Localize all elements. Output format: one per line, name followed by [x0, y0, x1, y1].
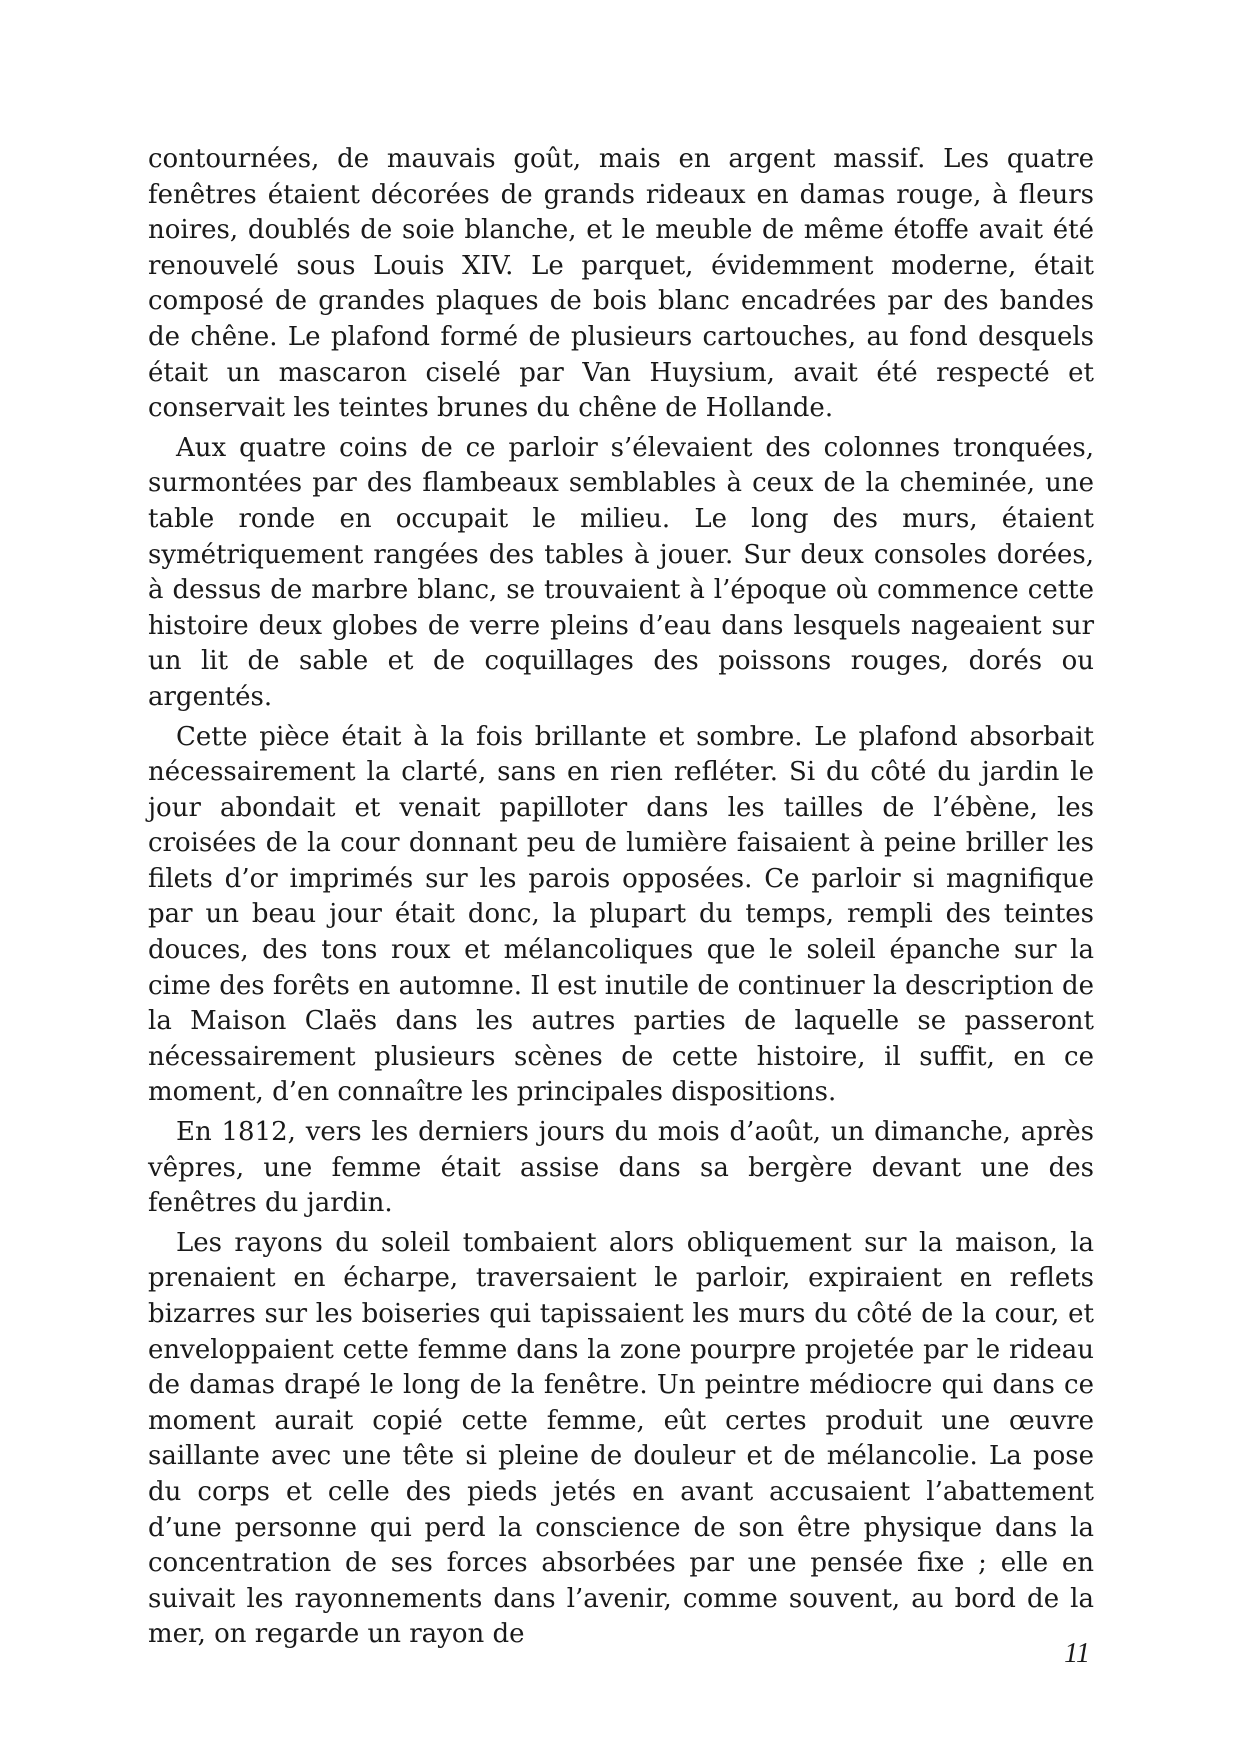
paragraph-5: Les rayons du soleil tombaient alors obliquement sur la maison, la prenaient en écharpe, traversaient le parloir, expiraient en reflets bizarres sur les boiseries qui tapissaient les murs du côté de la cour, et enveloppaient cette femme dans la zone pourpre projetée par le rideau de damas drapé le long de la fenêtre. Un peintre médiocre qui dans ce moment aurait copié cette femme, eût certes produit une œuvre saillante avec une tête si pleine de douleur et de mélancolie. La pose du corps et celle des pieds jetés en avant accusaient l’abattement d’une personne qui perd la conscience de son être physique dans la concentration de ses forces absorbées par une pensée fixe ; elle en suivait les rayonnements dans l’avenir, comme souvent, au bord de la mer, on regarde un rayon de: [148, 1227, 1094, 1650]
page-number: 11: [1064, 1638, 1090, 1669]
body-text: [148, 142, 1094, 1657]
paragraph-4: En 1812, vers les derniers jours du mois d’août, un dimanche, après vêpres, une femme était assise dans sa bergère devant une des fenêtres du jardin.: [148, 1117, 1094, 1219]
paragraph-2: Aux quatre coins de ce parloir s’élevaient des colonnes tronquées, surmontées par des flambeaux semblables à ceux de la cheminée, une table ronde en occupait le milieu. Le long des murs, étaient symétriquement rangées des tables à jouer. Sur deux consoles dorées, à dessus de marbre blanc, se trouvaient à l’époque où commence cette histoire deux globes de verre pleins d’eau dans lesquels nageaient sur un lit de sable et de coquillages des poissons rouges, dorés ou argentés.: [148, 432, 1094, 712]
paragraph-3: Cette pièce était à la fois brillante et sombre. Le plafond absorbait nécessairement la clarté, sans en rien refléter. Si du côté du jardin le jour abondait et venait papilloter dans les tailles de l’ébène, les croisées de la cour donnant peu de lumière faisaient à peine briller les filets d’or imprimés sur les parois opposées. Ce parloir si magnifique par un beau jour était donc, la plupart du temps, rempli des teintes douces, des tons roux et mélancoliques que le soleil épanche sur la cime des forêts en automne. Il est inutile de continuer la description de la Maison Claës dans les autres parties de laquelle se passeront nécessairement plusieurs scènes de cette histoire, il suffit, en ce moment, d’en connaître les principales dispositions.: [148, 721, 1094, 1108]
paragraph-1: contournées, de mauvais goût, mais en argent massif. Les quatre fenêtres étaient décorées de grands rideaux en damas rouge, à fleurs noires, doublés de soie blanche, et le meuble de même étoffe avait été renouvelé sous Louis XIV. Le parquet, évidemment moderne, était composé de grandes plaques de bois blanc encadrées par des bandes de chêne. Le plafond formé de plusieurs cartouches, au fond desquels était un mascaron ciselé par Van Huysium, avait été respecté et conservait les teintes brunes du chêne de Hollande.: [148, 144, 1094, 424]
